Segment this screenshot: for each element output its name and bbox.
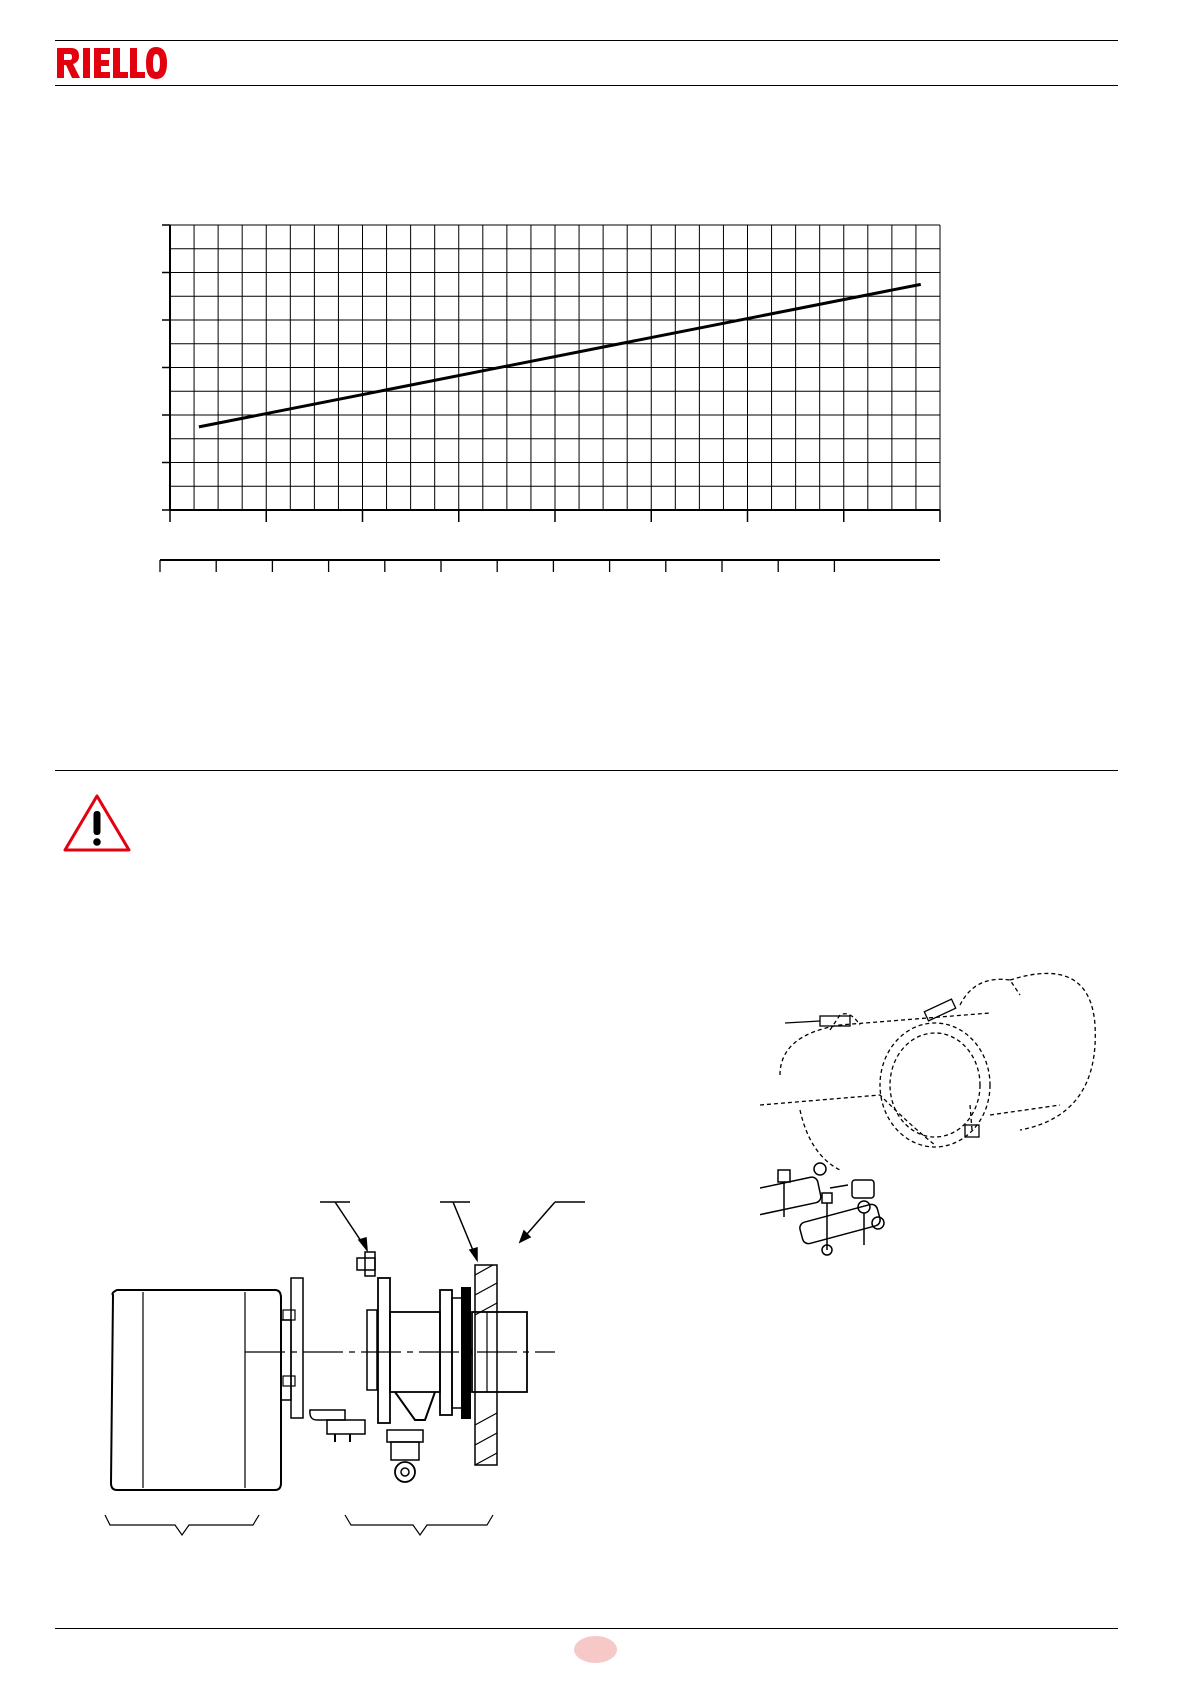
logo-lettering: [57, 47, 167, 79]
dimension-braces: [105, 1515, 493, 1535]
clamp-parts: [760, 1163, 884, 1255]
dashed-housing: [760, 973, 1095, 1170]
burner-assembly-drawing: [95, 1180, 615, 1580]
line-chart: [150, 215, 950, 585]
blast-tube-assembly: [310, 1252, 527, 1482]
series-line: [199, 284, 921, 427]
riello-logo: [57, 46, 167, 80]
footer-rule: [55, 1628, 1118, 1629]
flange-mounting-drawing: [760, 955, 1130, 1345]
page-number-badge: [574, 1636, 617, 1663]
burner-body: [111, 1278, 303, 1490]
warning-triangle-icon: [62, 793, 132, 853]
header-bottom-rule: [55, 85, 1118, 86]
section-rule: [55, 770, 1118, 771]
header-top-rule: [55, 40, 1118, 41]
mounting-screws: [785, 999, 979, 1137]
leader-arrows: [320, 1202, 585, 1260]
